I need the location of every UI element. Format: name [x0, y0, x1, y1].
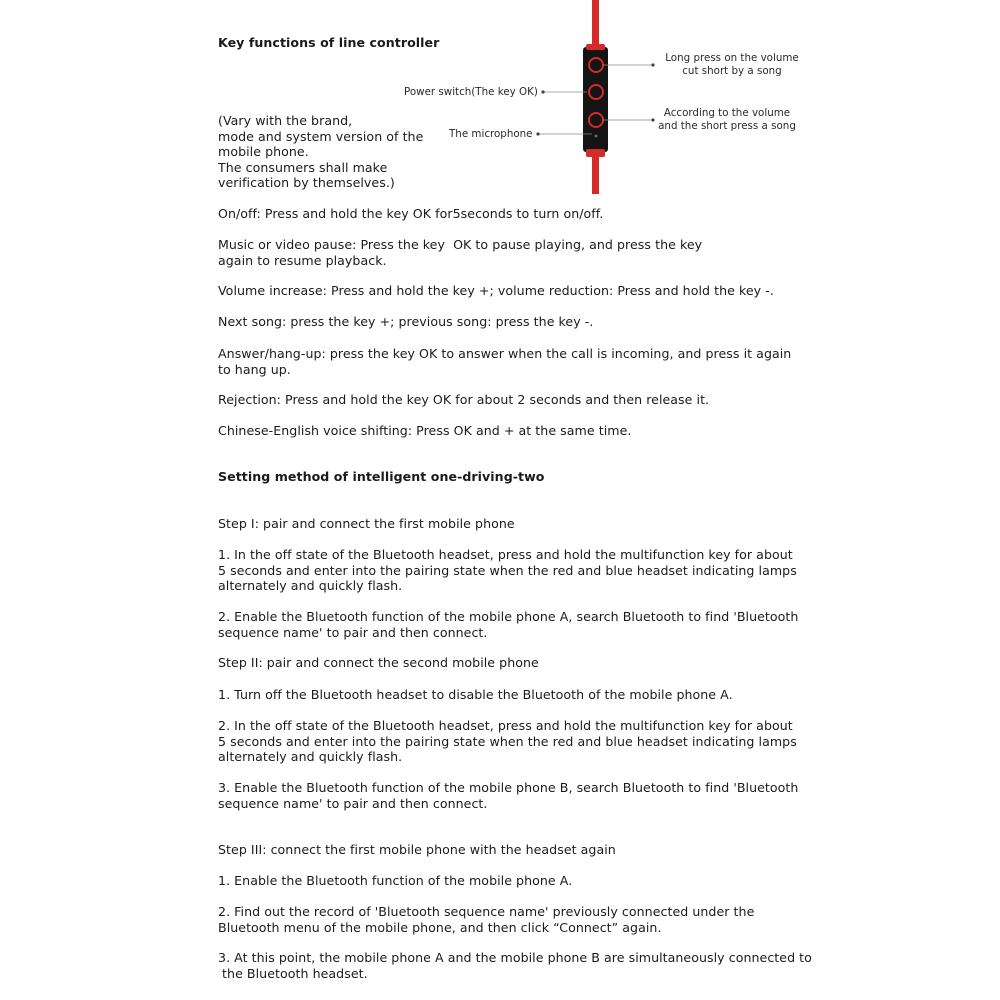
- function-on-off: On/off: Press and hold the key OK for5seconds to turn on/off.: [218, 206, 604, 221]
- step2-item-2: 2. In the off state of the Bluetooth headset, press and hold the multifunction key for about 5 seconds and enter into the pairing state when the red and blue headset indicating lamps alternately and quickly flash.: [218, 718, 797, 765]
- diagram-leader-lines: [0, 0, 1000, 220]
- step2-item-3: 3. Enable the Bluetooth function of the mobile phone B, search Bluetooth to find 'Bluetooth sequence name' to pair and then connect.: [218, 780, 799, 811]
- function-rejection: Rejection: Press and hold the key OK for about 2 seconds and then release it.: [218, 392, 710, 407]
- step2-item-1: 1. Turn off the Bluetooth headset to disable the Bluetooth of the mobile phone A.: [218, 687, 733, 702]
- function-voice-shift: Chinese-English voice shifting: Press OK and + at the same time.: [218, 423, 632, 438]
- step1-item-1: 1. In the off state of the Bluetooth headset, press and hold the multifunction key for about 5 seconds and enter into the pairing state when the red and blue headset indicating lamps alternately and quickly flash.: [218, 547, 797, 594]
- step1-title: Step I: pair and connect the first mobile phone: [218, 516, 515, 531]
- step3-item-3: 3. At this point, the mobile phone A and the mobile phone B are simultaneously connected to the Bluetooth headset.: [218, 950, 812, 981]
- step3-item-2: 2. Find out the record of 'Bluetooth sequence name' previously connected under the Bluetooth menu of the mobile phone, and then click “Connect” again.: [218, 904, 755, 935]
- step3-item-1: 1. Enable the Bluetooth function of the mobile phone A.: [218, 873, 573, 888]
- section-title-one-driving-two: Setting method of intelligent one-driving-two: [218, 469, 545, 484]
- step3-title: Step III: connect the first mobile phone with the headset again: [218, 842, 616, 857]
- function-next-song: Next song: press the key +; previous song: press the key -.: [218, 314, 594, 329]
- function-answer: Answer/hang-up: press the key OK to answer when the call is incoming, and press it again to hang up.: [218, 346, 792, 377]
- vary-note: (Vary with the brand, mode and system version of the mobile phone. The consumers shall make verification by themselves.): [218, 113, 424, 191]
- function-pause: Music or video pause: Press the key OK to pause playing, and press the key again to resume playback.: [218, 237, 703, 268]
- label-microphone: The microphone: [449, 128, 533, 140]
- label-volume-down: According to the volume and the short press a song: [658, 107, 796, 132]
- step1-item-2: 2. Enable the Bluetooth function of the mobile phone A, search Bluetooth to find 'Bluetooth sequence name' to pair and then connect.: [218, 609, 799, 640]
- function-volume: Volume increase: Press and hold the key +; volume reduction: Press and hold the key -.: [218, 283, 774, 298]
- label-volume-up: Long press on the volume cut short by a song: [665, 52, 799, 77]
- section-title-line-controller: Key functions of line controller: [218, 35, 440, 50]
- step2-title: Step II: pair and connect the second mobile phone: [218, 655, 539, 670]
- label-power-switch: Power switch(The key OK): [404, 86, 538, 98]
